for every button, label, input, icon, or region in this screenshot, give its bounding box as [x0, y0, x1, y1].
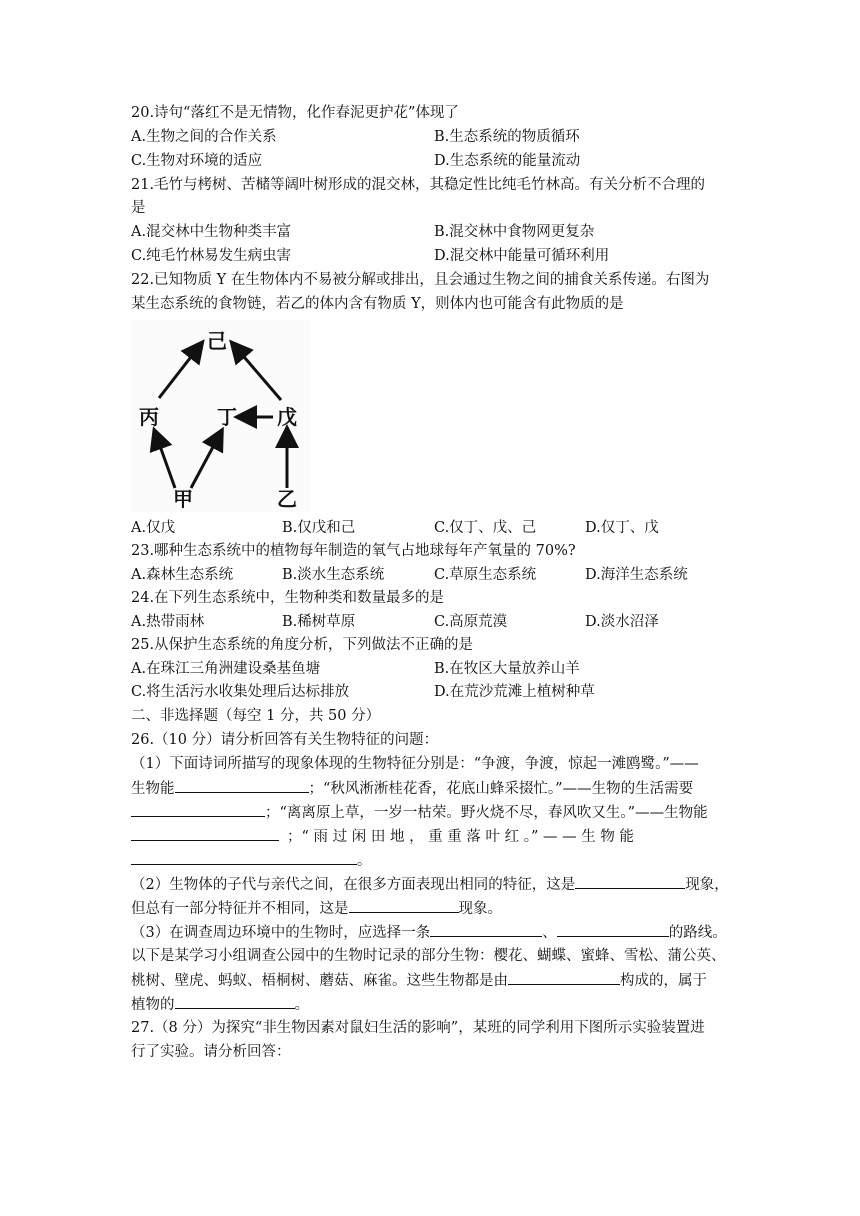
q26-part1-line2-suffix: ；“秋风淅淅桂花香，花底山蜂采掇忙。”——生物的生活需要 — [308, 781, 694, 797]
food-chain-svg — [131, 320, 311, 512]
q27-stem-line2: 行了实验。请分析回答： — [131, 1044, 291, 1060]
q23-option-d: D.海洋生态系统 — [585, 567, 688, 583]
answer-blank-3[interactable] — [131, 826, 279, 841]
q26-part1-line5-end: 。 — [357, 853, 372, 869]
q23-stem: 23.哪种生态系统中的植物每年制造的氧气占地球每年产氧量的 70%? — [131, 543, 576, 559]
answer-blank-2[interactable] — [131, 802, 265, 817]
answer-blank-8[interactable] — [557, 922, 669, 937]
q21-option-a: A.混交林中生物种类丰富 — [131, 224, 292, 240]
q24-option-b: B.稀树草原 — [282, 614, 356, 630]
node-ding: 丁 — [217, 405, 237, 429]
q23-option-b: B.淡水生态系统 — [282, 567, 385, 583]
q26-part3-line1 — [131, 922, 727, 943]
q26-part3-line1-prefix: （3）在调查周边环境中的生物时，应选择一条 — [131, 925, 431, 941]
q25-option-d: D.在荒沙荒滩上植树种草 — [434, 684, 595, 700]
q26-part1-line2-prefix: 生物能 — [131, 781, 175, 797]
q21-option-d: D.混交林中能量可循环利用 — [434, 248, 610, 264]
answer-blank-4[interactable] — [131, 850, 357, 865]
q25-stem: 25.从保护生态系统的角度分析，下列做法不正确的是 — [131, 637, 474, 653]
q26-part3-line3 — [131, 970, 707, 991]
q26-part2-line1 — [131, 874, 729, 895]
answer-blank-9[interactable] — [508, 970, 620, 985]
node-ji: 己 — [207, 329, 227, 353]
food-chain-diagram — [131, 320, 311, 512]
q21-stem-line2: 是 — [131, 200, 146, 216]
section-heading: 二、非选择题（每空 1 分，共 50 分） — [131, 708, 381, 724]
q26-part1-line3 — [131, 802, 708, 823]
q26-part2-line2-prefix: 但总有一部分特征并不相同，这是 — [131, 901, 349, 917]
q26-part2-line1-prefix: （2）生物体的子代与亲代之间，在很多方面表现出相同的特征，这是 — [131, 877, 576, 893]
q26-part3-line3-suffix: 构成的，属于 — [620, 973, 707, 989]
q20-stem: 20.诗句“落红不是无情物，化作春泥更护花”体现了 — [131, 105, 459, 121]
q21-stem-line1: 21.毛竹与栲树、苦槠等阔叶树形成的混交林，其稳定性比纯毛竹林高。有关分析不合理的 — [131, 177, 706, 193]
q22-option-a: A.仅戊 — [131, 520, 176, 536]
q26-part3-line4-prefix: 植物的 — [131, 997, 175, 1013]
q24-option-c: C.高原荒漠 — [434, 614, 508, 630]
q22-option-b: B.仅戊和己 — [282, 520, 356, 536]
q24-option-a: A.热带雨林 — [131, 614, 205, 630]
q20-option-a: A.生物之间的合作关系 — [131, 129, 277, 145]
q23-option-c: C.草原生态系统 — [434, 567, 537, 583]
q23-option-a: A.森林生态系统 — [131, 567, 234, 583]
arrow-wu-to-ji — [233, 344, 281, 400]
q22-option-d: D.仅丁、戊 — [585, 520, 659, 536]
q27-stem-line1: 27.（8 分）为探究“非生物因素对鼠妇生活的影响”，某班的同学利用下图所示实验装置进 — [131, 1020, 705, 1036]
node-yi: 乙 — [277, 487, 297, 511]
answer-blank-7[interactable] — [430, 922, 542, 937]
q22-option-c: C.仅丁、戊、己 — [434, 520, 537, 536]
arrow-jia-to-bing — [155, 432, 175, 488]
arrow-bing-to-ji — [159, 344, 201, 398]
q26-part3-line2: 以下是某学习小组调查公园中的生物时记录的部分生物：樱花、蝴蝶、蜜蜂、雪松、蒲公英、 — [131, 948, 726, 964]
q26-part2-line1-suffix: 现象， — [685, 877, 729, 893]
q25-option-b: B.在牧区大量放养山羊 — [434, 661, 580, 677]
node-wu: 戊 — [277, 405, 297, 429]
q26-stem: 26.（10 分）请分析回答有关生物特征的问题： — [131, 732, 439, 748]
q21-option-c: C.纯毛竹林易发生病虫害 — [131, 248, 292, 264]
q26-part2-line2-suffix: 现象。 — [458, 901, 502, 917]
q20-option-c: C.生物对环境的适应 — [131, 153, 263, 169]
q26-part1-line2 — [131, 778, 693, 799]
node-bing: 丙 — [139, 405, 159, 429]
q20-option-b: B.生态系统的物质循环 — [434, 129, 580, 145]
q26-part3-line3-prefix: 桃树、壁虎、蚂蚁、梧桐树、蘑菇、麻雀。这些生物都是由 — [131, 973, 508, 989]
q26-part3-line4-suffix: 。 — [294, 997, 309, 1013]
q26-part3-line4 — [131, 994, 309, 1015]
q22-stem-line1: 22.已知物质 Y 在生物体内不易被分解或排出，且会通过生物之间的捕食关系传递。右图为 — [131, 272, 710, 288]
q26-part2-line2 — [131, 898, 502, 919]
q25-option-c: C.将生活污水收集处理后达标排放 — [131, 684, 350, 700]
q20-option-d: D.生态系统的能量流动 — [434, 153, 581, 169]
q26-part1-line4 — [131, 826, 634, 847]
q24-option-d: D.淡水沼泽 — [585, 614, 659, 630]
q21-option-b: B.混交林中食物网更复杂 — [434, 224, 595, 240]
node-jia: 甲 — [173, 487, 193, 511]
q26-part1-line5 — [131, 850, 372, 871]
answer-blank-5[interactable] — [575, 874, 685, 889]
q25-option-a: A.在珠江三角洲建设桑基鱼塘 — [131, 661, 321, 677]
answer-blank-1[interactable] — [175, 778, 309, 793]
arrow-jia-to-ding — [191, 432, 221, 488]
q26-part3-line1-suffix: 的路线。 — [668, 925, 727, 941]
q24-stem: 24.在下列生态系统中，生物种类和数量最多的是 — [131, 590, 445, 606]
q22-stem-line2: 某生态系统的食物链，若乙的体内含有物质 Y，则体内也可能含有此物质的是 — [131, 296, 624, 312]
answer-blank-10[interactable] — [175, 994, 295, 1009]
q26-part1-line1: （1）下面诗词所描写的现象体现的生物特征分别是：“争渡，争渡，惊起一滩鸥鹭。”—— — [131, 756, 699, 772]
q26-part1-line3-text: ；“离离原上草，一岁一枯荣。野火烧不尽，春风吹又生。”——生物能 — [265, 805, 708, 821]
answer-blank-6[interactable] — [349, 898, 459, 913]
q26-part3-line1-sep: 、 — [542, 925, 557, 941]
q26-part1-line4-text: ；“ 雨 过 闲 田 地 ， 重 重 落 叶 红 。” — — 生 物 能 — [287, 829, 634, 845]
